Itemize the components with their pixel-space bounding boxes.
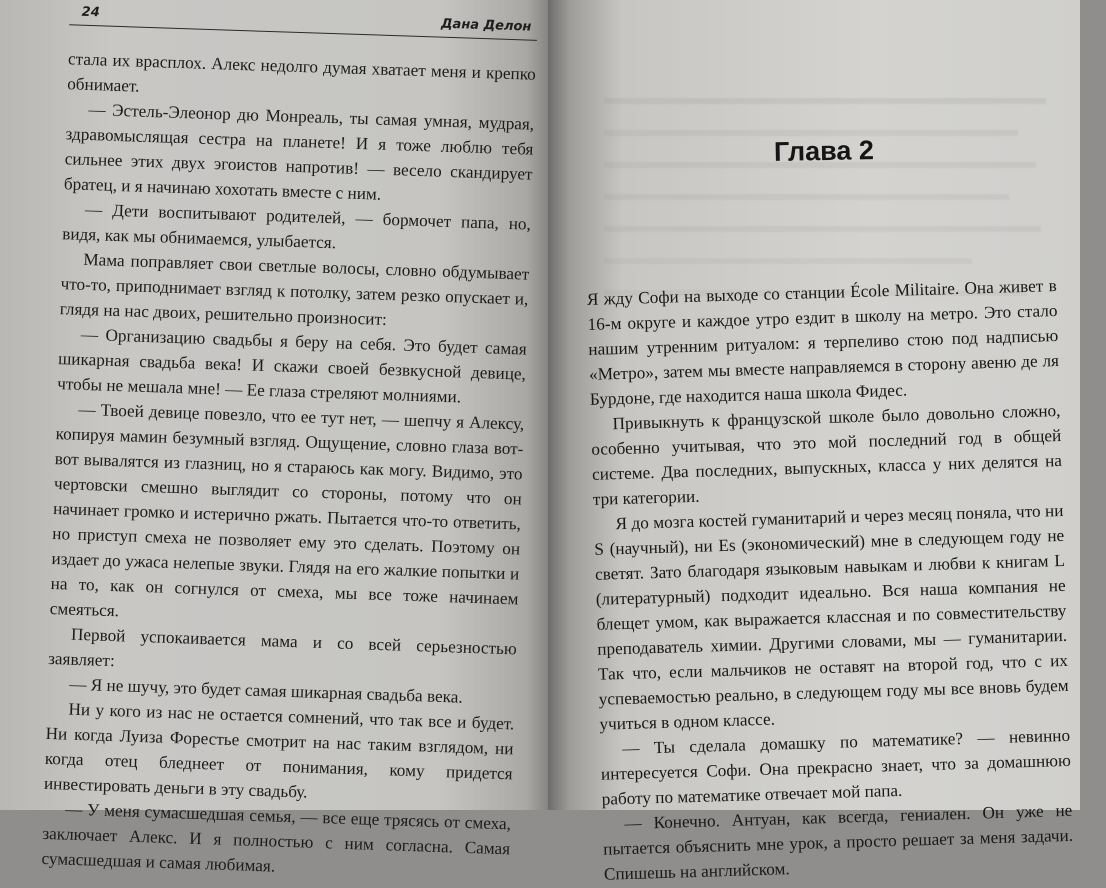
paragraph: — Дети воспитывают родителей, — бормочет папа, но, видя, как мы обнимаемся, улыбается. (61, 199, 532, 253)
page-number: 24 (81, 4, 100, 21)
paragraph: Мама поправляет свои светлые волосы, словно обдумывает что-то, приподнимает взгляд к потолку, затем резко опускает и, глядя на нас двоих, решительно произносит: (59, 249, 530, 329)
paragraph: Первой успокаивается мама и со всей серьезностью заявляет: (47, 624, 518, 671)
paragraph: — Я не шучу, это будет самая шикарная свадьба века. (69, 674, 463, 707)
chapter-title: Глава 2 (773, 135, 875, 167)
paragraph: Ни у кого из нас не остается сомнений, что так все и будет. Ни когда Луиза Форестье смотрит на нас таким взглядом, ни когда отец бледнеет от понимания, кому придется инвестировать деньги в эту свадьбу. (43, 699, 515, 802)
paragraph: — Твоей девице повезло, что ее тут нет, — шепчу я Алексу, копируя мамин безумный взгляд. Ощущение, словно глаза вот-вот вывалятся из глазниц, но я стараюсь как могу. Видимо, это чертовски смешно выглядит со стороны, потому что он начинает громко и истерично ржать. Пытается что-то ответить, но приступ смеха не позволяет ему это сделать. Поэтому он издает до ужаса нелепые звуки. Глядя на его жалкие попытки и на то, как он согнулся от смеха, мы все тоже начинаем смеяться. (49, 399, 525, 621)
paragraph: Я жду Софи на выходе со станции École Militaire. Она живет в 16-м округе и каждое утро ездит в школу на метро. Это стало нашим утренним ритуалом: я терпеливо стою под надписью «Метро», затем мы вместе направляемся в сторону авеню де ля Бурдоне, где находится наша школа Фидес. (586, 276, 1060, 409)
paragraph: стала их врасплох. Алекс недолго думая хватает меня и крепко обнимает. (66, 49, 537, 96)
paragraph: — У меня сумасшедшая семья, — все еще трясясь от смеха, заключает Алекс. И я полностью с ним согласна. Самая сумасшедшая и самая любимая. (41, 799, 512, 876)
right-page (548, 0, 1080, 884)
running-head-author: Дана Делон (440, 16, 532, 35)
right-page-body (587, 273, 1075, 887)
paragraph: — Ты сделала домашку по математике? — невинно интересуется Софи. Она прекрасно знает, что за домашнюю работу по математике отвечает мой папа. (600, 725, 1072, 809)
paragraph: — Организацию свадьбы я беру на себя. Это будет самая шикарная свадьба века! И скажи своей безвкусной девице, чтобы не мешала мне! — Ее глаза стреляют молниями. (56, 324, 528, 407)
paragraph: Я до мозга костей гуманитарий и через месяц поняла, что ни S (научный), ни Es (экономический) мне в следующем году не светят. Зато благодаря языковым навыкам и любви к книгам L (литературный) подходит идеально. Вся наша компания не блещет умом, как выражается классная и по совместительству преподаватель химии. Другими словами, мы — гуманитарии. Так что, если мальчиков не оставят на второй год, что с их успеваемостью реально, в следующем году мы все вновь будем учиться в одном классе. (594, 500, 1069, 734)
paragraph: — Эстель-Элеонор дю Монреаль, ты самая умная, мудрая, здравомыслящая сестра на планете! И я тоже люблю тебя сильнее этих двух эгоистов напротив! — весело скандирует братец, и я начинаю хохотать вместе с ним. (63, 99, 535, 204)
paragraph: — Конечно. Антуан, как всегда, гениален. Он уже не пытается объяснить мне урок, а просто решает за меня задачи. Спишешь на английском. (602, 800, 1074, 884)
left-page-body (41, 46, 536, 886)
running-head (69, 0, 538, 41)
left-page (0, 0, 548, 876)
paragraph: Привыкнуть к французской школе было довольно сложно, особенно учитывая, что это мой последний год в общей системе. Два последних, выпускных, класса у них делятся на три категории. (591, 400, 1063, 509)
